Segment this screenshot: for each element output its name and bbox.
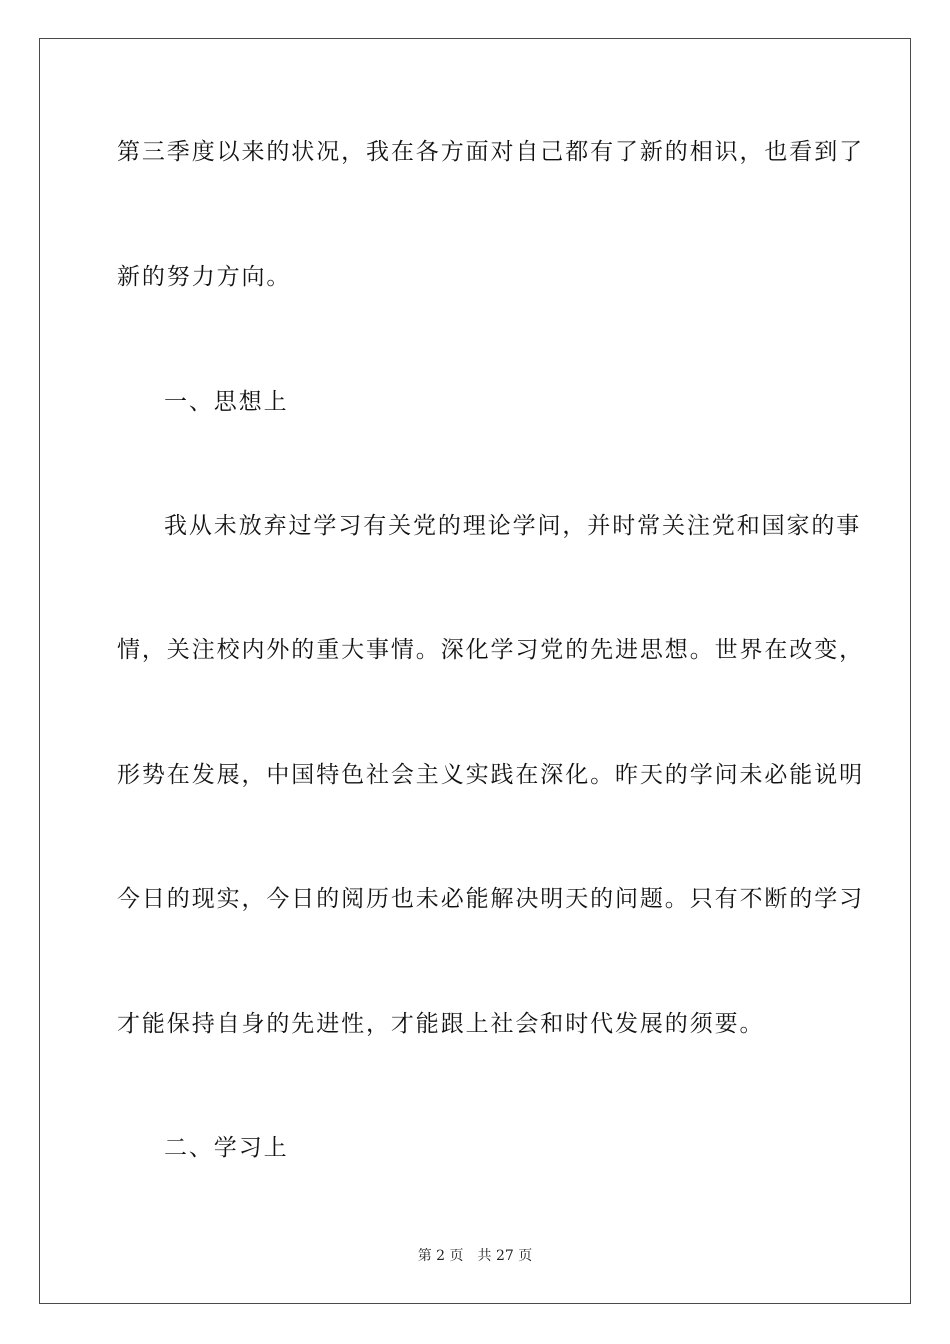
page-number: 第 2 页	[417, 1248, 464, 1264]
paragraph-line-3: 我从未放弃过学习有关党的理论学问，并时常关注党和国家的事	[164, 513, 862, 539]
paragraph-line-2: 新的努力方向。	[117, 264, 292, 290]
page-total: 共 27 页	[477, 1248, 533, 1264]
paragraph-line-6: 今日的现实，今日的阅历也未必能解决明天的问题。只有不断的学习	[117, 886, 864, 912]
paragraph-line-1: 第三季度以来的状况，我在各方面对自己都有了新的相识，也看到了	[117, 139, 864, 165]
page-border	[39, 38, 911, 1304]
paragraph-line-7: 才能保持自身的先进性，才能跟上社会和时代发展的须要。	[117, 1011, 765, 1037]
page-footer	[0, 1247, 950, 1265]
paragraph-line-4: 情，关注校内外的重大事情。深化学习党的先进思想。世界在改变，	[117, 637, 864, 663]
section-heading-thought: 一、思想上	[164, 389, 289, 415]
paragraph-line-5: 形势在发展，中国特色社会主义实践在深化。昨天的学问未必能说明	[117, 762, 864, 788]
section-heading-study: 二、学习上	[164, 1135, 289, 1161]
